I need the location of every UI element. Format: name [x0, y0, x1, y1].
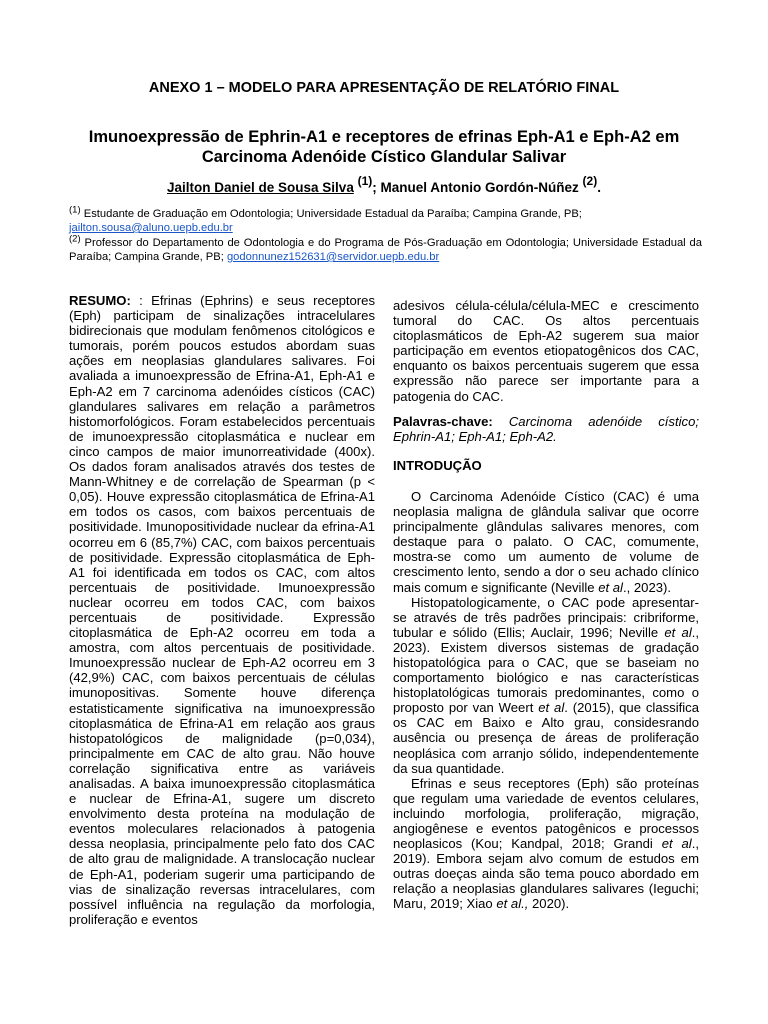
author-line-end: . — [597, 180, 601, 195]
affiliation-1 — [69, 204, 702, 235]
affiliation-text-1: Estudante de Graduação em Odontologia; Universidade Estadual da Paraíba; Campina Grande, PB; — [80, 208, 582, 220]
left-column — [69, 293, 375, 927]
abstract-text: : Efrinas (Ephrins) e seus receptores (Eph) participam de sinalizações intracelulares bidirecionais que modulam fenômenos citológicos e tumorais, porém poucos estudos abordam suas ações em neoplasias glandulares salivares. Foi avaliada a imunoexpressão de Efrina-A1, Eph-A1 e Eph-A2 em 7 carcinoma adenóides císticos (CAC) glandulares salivares em relação a parâmetros histomorfológicos. Foram estabelecidos percentuais de imunoexpressão citoplasmática e nuclear em cinco campos de maior imunorreatividade (400x). Os dados foram analisados através dos testes de Mann-Whitney e de correlação de Spearman (p < 0,05). Houve expressão citoplasmática de Efrina-A1 em todos os casos, com baixos percentuais de positividade. Imunopositividade nuclear da efrina-A1 ocorreu em 6 (85,7%) CAC, com baixos percentuais de positividade. Expressão citoplasmática de Eph-A1 foi identificada em todos os CAC, com altos percentuais de positividade. Imunoexpressão nuclear ocorreu em todos CAC, com baixos percentuais de positividade. Expressão citoplasmática de Eph-A2 ocorreu em toda a amostra, com altos percentuais de positividade. Imunoexpressão nuclear de Eph-A2 ocorreu em 3 (42,9%) CAC, com baixos percentuais de células imunopositivas. Somente houve diferença estatisticamente significativa na imunoexpressão citoplasmática de Efrina-A1 em relação aos graus histopatológicos de malignidade (p=0,034), principalmente em CAC de alto grau. Não houve correlação significativa entre as variáveis analisadas. A baixa imunoexpressão citoplasmática e nuclear de Efrina-A1, sugere um discreto envolvimento desta proteína na modulação de eventos moleculares relacionados à patogenia dessa neoplasia, principalmente pelo fato dos CAC de alto grau de malignidade. A translocação nuclear de Eph-A1, poderiam sugerir uma participando de vias de sinalização reversas intracelulares, com possível influência na regulação da morfologia, proliferação e eventos — [69, 293, 375, 927]
intro-p3-etal-2: et al., — [496, 896, 529, 912]
introduction-paragraph-3 — [393, 776, 699, 912]
introduction-paragraph-2 — [393, 595, 699, 776]
email-link-2[interactable]: godonnunez152631@servidor.uepb.edu.br — [226, 251, 440, 263]
affiliation-mark-2: (2) — [69, 233, 81, 245]
abstract-label: RESUMO: — [69, 293, 131, 308]
abstract-paragraph — [69, 293, 375, 927]
author-separator: ; — [372, 180, 377, 195]
intro-p3-etal-1: et al — [661, 836, 692, 852]
email-link-1[interactable]: jailton.sousa@aluno.uepb.edu.br — [69, 222, 233, 234]
author-name-2: Manuel Antonio Gordón-Núñez — [380, 180, 579, 195]
intro-p2-text-b: ., 2023). Existem diversos sistemas de gradação histopatológica para o CAC, que se baseiam no comportamento biológico e nas características histoplatológicas tumorais predominantes, como o proposto por van Weert — [393, 624, 700, 716]
intro-p2-text-c: . (2015), que classifica os CAC em Baixo e Alto grau, considesrando ausência ou presença de áreas de proliferação neoplásica com arranjo sólido, independentemente da sua quantidade. — [393, 700, 699, 776]
author-line — [0, 173, 768, 195]
affiliation-2 — [69, 233, 702, 264]
affiliation-text-2: Professor do Departamento de Odontologia e do Programa de Pós-Graduação em Odontologia; Universidade Estadual da Paraíba; Campina Grande, PB; — [69, 237, 702, 263]
right-column — [393, 298, 699, 912]
author-affiliation-mark-1: (1) — [357, 173, 373, 188]
abstract-continuation: adesivos célula-célula/célula-MEC e crescimento tumoral do CAC. Os altos percentuais citoplasmáticos de Eph-A2 sugerem sua maior participação em eventos etiopatogênicos dos CAC, enquanto os baixos percentuais sugerem que essa expressão não parece ser importante para a patogenia do CAC. — [393, 298, 699, 404]
keywords-paragraph — [393, 414, 699, 444]
intro-p1-text-a: O Carcinoma Adenóide Cístico (CAC) é uma neoplasia maligna de glândula salivar que ocorre principalmente glândulas salivares menores, com destaque para o palato. O CAC, comumente, mostra-se como um aumento de volume de crescimento lento, sendo a dor o seu achado clínico mais comum e significante (Neville — [393, 488, 699, 595]
intro-p1-etal: et al — [598, 579, 623, 595]
introduction-heading: INTRODUÇÃO — [393, 457, 482, 473]
intro-p3-text-c: 2020). — [528, 896, 570, 912]
introduction-paragraph-1 — [393, 489, 699, 595]
author-name-1: Jailton Daniel de Sousa Silva — [167, 180, 354, 195]
author-affiliation-mark-2: (2) — [582, 173, 598, 188]
keywords-colon: : — [488, 413, 493, 429]
intro-p3-text-b: ., 2019). Embora sejam alvo comum de estudos em outras doeças ainda são tema pouco abordado em relação a neoplasias glandulares salivares (Ieguchi; Maru, 2019; Xiao — [393, 836, 699, 912]
intro-p2-text-a: Histopatologicamente, o CAC pode apresentar-se através de três padrões principais: cribriforme, tubular e sólido (Ellis; Auclair, 1996; Neville — [393, 594, 699, 640]
intro-p2-etal-1: et al — [664, 624, 692, 640]
keywords-label: Palavras-chave — [393, 413, 489, 429]
intro-p2-etal-2: et al — [538, 700, 565, 716]
paper-title: Imunoexpressão de Ephrin-A1 e receptores de efrinas Eph-A1 e Eph-A2 em Carcinoma Adenóide Cístico Glandular Salivar — [88, 128, 680, 166]
intro-p1-text-b: ., 2023). — [622, 579, 672, 595]
intro-p3-text-a: Efrinas e seus receptores (Eph) são proteínas que regulam uma variedade de eventos celulares, incluindo morfologia, proliferação, migração, angiogênese e eventos patogênicos e processos neoplasicos (Kou; Kandpal, 2018; Grandi — [393, 775, 699, 852]
keywords-text: Carcinoma adenóide cístico; Ephrin-A1; Eph-A1; Eph-A2. — [393, 413, 699, 444]
affiliation-mark-1: (1) — [69, 204, 81, 216]
annex-title: ANEXO 1 – MODELO PARA APRESENTAÇÃO DE RELATÓRIO FINAL — [148, 80, 620, 96]
